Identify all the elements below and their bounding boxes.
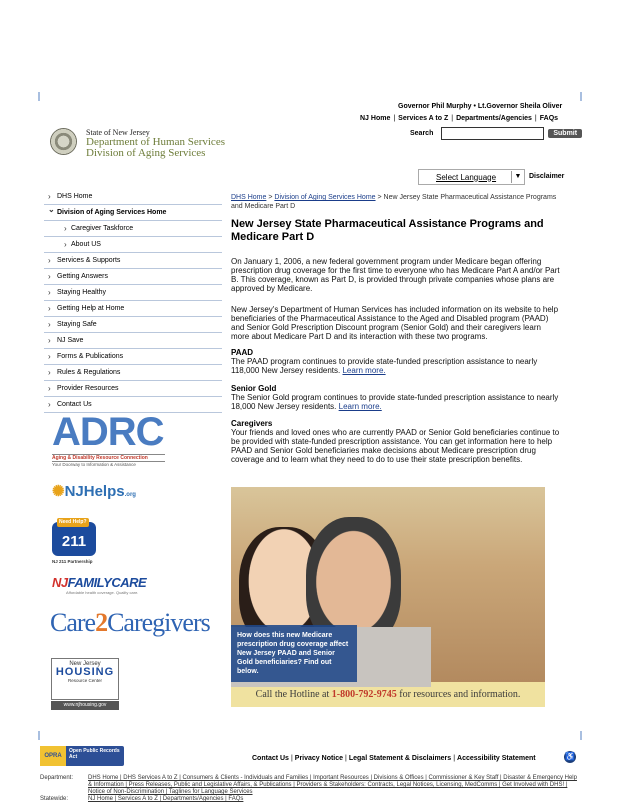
intro-paragraph: On January 1, 2006, a new federal government program under Medicare began offering prescription drug coverage for the first time to everyone who has Medicare Part A and/or Part B. This coverage, known as Part D, is provided through private companies whose plans are approved by Medicare. xyxy=(231,257,560,293)
search-bar xyxy=(410,127,582,140)
care2caregivers-logo[interactable] xyxy=(50,608,210,638)
opra-badge[interactable] xyxy=(40,746,124,766)
state-label: State of New Jersey xyxy=(86,128,150,137)
housing-sub: Resource Center xyxy=(67,678,103,683)
opra-label: OPRA xyxy=(40,746,66,766)
statewide-label: Statewide: xyxy=(40,796,69,802)
paad-heading: PAAD xyxy=(231,348,254,357)
adrc-logo-text: ADRC xyxy=(52,410,164,454)
top-nav-departments[interactable]: Departments/Agencies xyxy=(456,115,532,122)
department-links[interactable]: DHS Home | DHS Services A to Z | Consumers & Clients - Individuals and Families | Important Resources | Divisions & Offices | Commissioner & Key Staff | Disaster & Emergency Help & Information | Press Releases, Public and Legislative Affairs, & Publications | Providers & Stakeholders: Contracts, Legal Notices, Licensing, MedComms | Get Involved with DHS! | Notice of Non-Discrimination | Taglines for Language Services xyxy=(88,775,577,795)
language-select-value: Select Language xyxy=(436,172,497,182)
sidebar-nav xyxy=(44,189,222,413)
statewide-links[interactable]: NJ Home | Services A to Z | Departments/Agencies | FAQs xyxy=(88,796,244,802)
language-select[interactable] xyxy=(418,169,525,185)
division-label: Division of Aging Services xyxy=(86,147,206,159)
page-marker xyxy=(580,731,582,740)
page-marker xyxy=(580,92,582,101)
njhelps-logo[interactable] xyxy=(52,482,136,500)
footer-privacy[interactable]: Privacy Notice xyxy=(294,755,344,762)
housing-resource-center-logo[interactable] xyxy=(51,658,119,708)
breadcrumb-division-home[interactable]: Division of Aging Services Home xyxy=(274,194,376,201)
njfamilycare-tagline: Affordable health coverage. Quality care. xyxy=(66,590,139,595)
chevron-down-icon: ▼ xyxy=(511,171,524,183)
care-two: 2 xyxy=(95,608,108,637)
nj-state-seal-icon xyxy=(50,128,77,155)
paad-text: The PAAD program continues to provide state-funded prescription assistance to nearly 118,000 New Jersey residents. xyxy=(231,357,538,375)
hotline-pre: Call the Hotline at xyxy=(255,689,330,700)
medicare-promo-banner[interactable] xyxy=(231,487,545,707)
top-nav-services[interactable]: Services A to Z xyxy=(398,115,449,122)
top-nav-nj-home[interactable]: NJ Home xyxy=(360,115,391,122)
sidebar-item-provider-resources[interactable]: › Provider Resources xyxy=(44,381,222,397)
senior-gold-paragraph xyxy=(231,393,561,411)
care-text: Care xyxy=(50,608,96,637)
housing-state: New Jersey xyxy=(69,661,101,667)
paad-paragraph xyxy=(231,357,561,375)
footer-legal[interactable]: Legal Statement & Disclaimers xyxy=(348,755,452,762)
page-marker xyxy=(38,731,40,740)
sidebar-item-nj-save[interactable]: › NJ Save xyxy=(44,333,222,349)
footer-links: Contact Us | Privacy Notice | Legal Statement & Disclaimers | Accessibility Statement xyxy=(252,755,536,762)
sidebar-item-caregiver-taskforce[interactable]: › Caregiver Taskforce xyxy=(44,221,222,237)
sidebar-item-staying-safe[interactable]: › Staying Safe xyxy=(44,317,222,333)
sidebar-item-division-home[interactable]: ⌄ Division of Aging Services Home xyxy=(44,205,222,221)
disclaimer-link[interactable]: Disclaimer xyxy=(529,173,565,180)
caregivers-paragraph: Your friends and loved ones who are currently PAAD or Senior Gold beneficiaries continue to be provided with state-funded prescription assistance. You can get information here to help PAAD and Senior Gold beneficiaries make decisions about Medicare prescription drug coverage and to learn what they need to do to use their state prescription benefits. xyxy=(231,428,560,464)
footer-contact-us[interactable]: Contact Us xyxy=(252,755,289,762)
caregivers-text: Caregivers xyxy=(107,608,210,637)
adrc-logo-line2: Your Doorway to Information & Assistance xyxy=(52,461,165,467)
top-nav: NJ Home | Services A to Z | Departments/Agencies | FAQs xyxy=(360,115,559,122)
dept-label: Department of Human Services xyxy=(86,136,225,148)
hotline-banner xyxy=(231,682,545,707)
njhelps-suffix: .org xyxy=(124,492,136,498)
search-input[interactable] xyxy=(441,127,544,140)
njfamilycare-nj: NJ xyxy=(52,575,68,590)
governor-line: Governor Phil Murphy • Lt.Governor Sheila Oliver xyxy=(398,103,563,110)
paad-learn-more-link[interactable]: Learn more. xyxy=(342,366,386,375)
sidebar-item-about-us[interactable]: › About US xyxy=(44,237,222,253)
search-label: Search xyxy=(410,130,434,137)
adrc-logo-line1: Aging & Disability Resource Connection xyxy=(52,454,165,461)
housing-title: HOUSING xyxy=(55,666,115,678)
top-nav-faqs[interactable]: FAQs xyxy=(539,115,559,122)
hotline-post: for resources and information. xyxy=(399,689,521,700)
sidebar-item-dhs-home[interactable]: › DHS Home xyxy=(44,189,222,205)
breadcrumb: DHS Home > Division of Aging Services Home > New Jersey State Pharmaceutical Assistance Programs and Medicare Part D xyxy=(231,194,557,210)
dhs-paragraph: New Jersey's Department of Human Services has included information on its website to help beneficiaries of the Pharmaceutical Assistance to the Aged and Disabled program (PAAD) and Senior Gold Prescription Discount program (Senior Gold) and their caregivers learn more about Medicare Part D and its interaction with these two programs. xyxy=(231,305,559,341)
nj211-logo[interactable] xyxy=(52,519,96,556)
senior-gold-learn-more-link[interactable]: Learn more. xyxy=(338,402,382,411)
nj211-caption: NJ 211 Partnership xyxy=(52,559,93,564)
njfamilycare-text: FAMILYCARE xyxy=(67,575,147,590)
page-title: New Jersey State Pharmaceutical Assistance Programs and Medicare Part D xyxy=(231,218,544,243)
njfamilycare-logo[interactable] xyxy=(52,575,146,590)
search-submit-button[interactable]: Submit xyxy=(548,129,582,138)
footer-accessibility[interactable]: Accessibility Statement xyxy=(457,755,536,762)
sidebar-item-rules[interactable]: › Rules & Regulations xyxy=(44,365,222,381)
breadcrumb-current: New Jersey State Pharmaceutical Assistance Programs and Medicare Part D xyxy=(231,194,557,210)
senior-gold-heading: Senior Gold xyxy=(231,384,277,393)
sidebar-item-services[interactable]: › Services & Supports xyxy=(44,253,222,269)
sidebar-item-staying-healthy[interactable]: › Staying Healthy xyxy=(44,285,222,301)
njhelps-text: NJHelps xyxy=(64,483,125,500)
sidebar-item-getting-answers[interactable]: › Getting Answers xyxy=(44,269,222,285)
nj211-need-help: Need Help? xyxy=(59,519,87,525)
sun-icon: ✺ xyxy=(52,483,65,500)
sidebar-item-forms[interactable]: › Forms & Publications xyxy=(44,349,222,365)
caregivers-heading: Caregivers xyxy=(231,419,273,428)
breadcrumb-dhs-home[interactable]: DHS Home xyxy=(231,194,267,201)
sidebar-item-contact-us[interactable]: › Contact Us xyxy=(44,397,222,413)
nj211-number: 211 xyxy=(61,533,87,550)
adrc-logo[interactable] xyxy=(52,412,165,470)
sidebar-item-help-at-home[interactable]: › Getting Help at Home xyxy=(44,301,222,317)
page-marker xyxy=(38,92,40,101)
department-label: Department: xyxy=(40,775,74,781)
accessibility-icon[interactable]: ♿ xyxy=(565,752,575,761)
housing-url: www.njhousing.gov xyxy=(51,701,119,710)
promo-caption: How does this new Medicare prescription drug coverage affect New Jersey PAAD and Senior Gold beneficiaries? Find out below. xyxy=(231,625,357,682)
agency-logo[interactable] xyxy=(86,128,225,159)
opra-text: Open Public Records Act xyxy=(69,748,120,760)
hotline-number: 1-800-792-9745 xyxy=(331,689,397,700)
senior-gold-text: The Senior Gold program continues to provide state-funded prescription assistance to nearly 18,000 New Jersey residents. xyxy=(231,393,559,411)
